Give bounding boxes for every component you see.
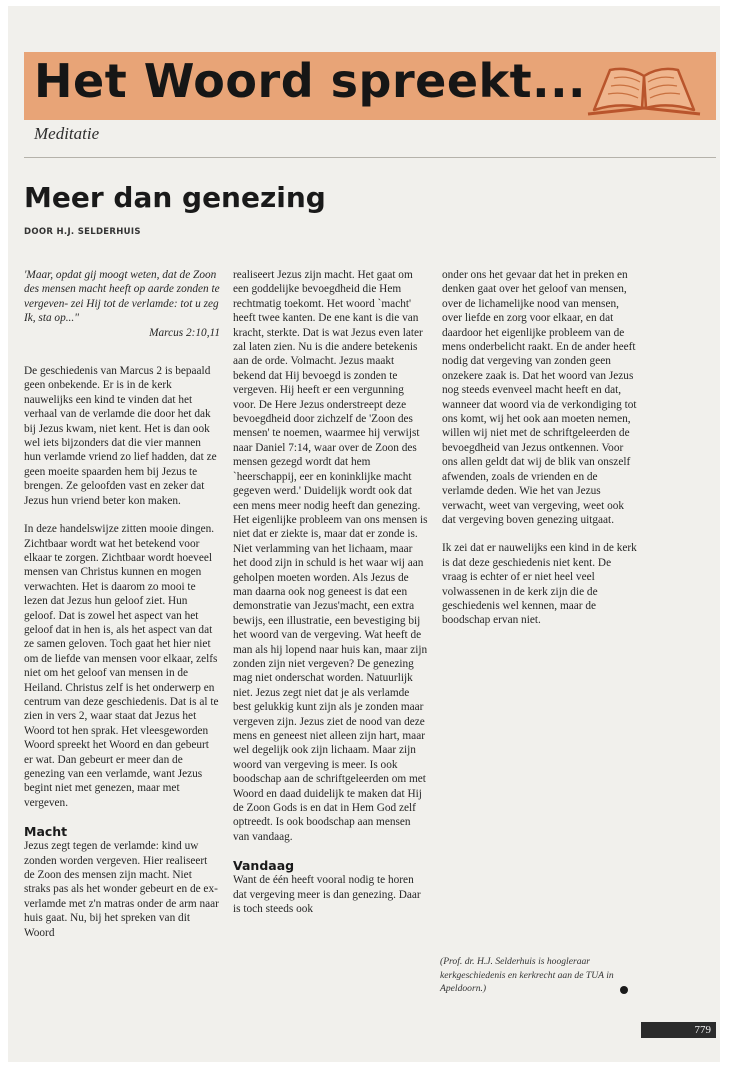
scripture-quote: 'Maar, opdat gij moogt weten, dat de Zoon des mensen macht heeft op aarde zonden te vergeven- zei Hij tot de verlamde: tot u zeg Ik, sta op...": [24, 269, 220, 325]
article-title: Meer dan genezing: [24, 181, 326, 214]
paragraph: In deze handelswijze zitten mooie dingen. Zichtbaar wordt wat het betekend voor elkaar te zorgen. Zichtbaar wordt hoeveel mensen van Christus kunnen en mogen verwachten. Het is daarom zo mooi te lezen dat Jezus hun geloof ziet. Hun geloof. Dat is zowel het aspect van het geloof dat in hen is, als het aspect van dat ze samen geloven. Toch gaat het hier niet om de liefde van mensen voor elkaar, zelfs niet om het geloof van mensen in de Heiland. Christus zelf is het onderwerp en centrum van deze geschiedenis. Dat is al te zien in vers 2, waar staat dat Jezus het Woord tot hen sprak. Het vleesgeworden Woord spreekt het Woord en dan gebeurt er wat. Dan gebeurt er meer dan de genezing van een verlamde, want Jezus begint niet met genezen, maar met vergeven.: [24, 523, 219, 809]
text-column-1: [24, 268, 220, 940]
paragraph: Ik zei dat er nauwelijks een kind in de kerk is dat deze geschiedenis niet kent. De vraag is echter of er niet heel veel volwassenen in de kerk zijn die de geschiedenis wel kennen, maar de boodschap ervan niet.: [442, 542, 637, 627]
open-book-icon: [580, 58, 708, 118]
page-number: 779: [694, 1024, 711, 1036]
paragraph: realiseert Jezus zijn macht. Het gaat om een goddelijke bevoegdheid die Hem rechtmatig toekomt. Het woord `macht' heeft twee kanten. De ene kant is die van kracht, sterkte. Dat is wat Jezus even later zal laten zien. Nu is die andere betekenis aan de orde. Volmacht. Jezus maakt bekend dat Hij bevoegd is zonden te vergeven. Hij heeft er een vergunning voor. De Here Jezus onderstreept deze bevoegdheid door zichzelf de 'Zoon des mensen' te noemen, waarmee hij verwijst naar Daniel 7:14, waar over de Zoon des mensen gezegd wordt dat hem `heerschappij, eer en koninklijke macht gegeven werd.' Duidelijk wordt ook dat een mens meer nodig heeft dan genezing. Het eigenlijke probleem van ons mensen is niet dat er ziekte is, maar dat er zonde is. Niet verlamming van het lichaam, maar het dood zijn in schuld is het waar wij aan geholpen moeten worden. Als Jezus de man daarna ook nog geneest is dat een demonstratie van Jezus'macht, een extra bewijs, een illustratie, een bevestiging bij het woord van de vergeving. Wat heeft de man als hij lopend naar huis kan, maar zijn zonden zijn niet vergeven? De genezing mag niet onderschat worden. Natuurlijk niet. Jezus zegt niet dat je als verlamde best gelukkig kunt zijn als je zonden maar vergeven zijn. Jezus ziet de nood van deze mens en geneest niet alleen zijn hart, maar wel degelijk ook zijn lichaam. Maar zijn woord van vergeving is meer. Is ook boodschap aan de schriftgeleerden om met Woord en daad duidelijk te maken dat Hij de Zoon Gods is en dat in Hem God zelf optreedt. Is ook boodschap aan mensen van vandaag.: [233, 269, 428, 843]
page-number-tab: [641, 1022, 716, 1038]
subheading-macht: Macht: [24, 824, 68, 840]
subheading-vandaag: Vandaag: [233, 858, 295, 874]
paragraph: onder ons het gevaar dat het in preken en denken gaat over het geloof van mensen, over de lichamelijke nood van mensen, over liefde en zorg voor elkaar, en dat daardoor het eigenlijke probleem van de mens onderbelicht raakt. En de ander heeft nodig dat vergeving van zonden geen onzekere zaak is. Dat het woord van Jezus nog steeds evenveel macht heeft en dat, wanneer dat woord via de verkondiging tot ons komt, wij het ook aan moeten nemen, willen wij niet met de schriftgeleerden de bevoegdheid van Jezus ontkennen. Voor ons allen geldt dat wij de blik van onszelf afwenden, zoals de vrienden en de verlamde deden. Wie het van Jezus verwacht, weet van vergeving, weet ook dat vergeving boven genezing uitgaat.: [442, 269, 637, 526]
text-column-3: [442, 268, 638, 628]
author-note: (Prof. dr. H.J. Selderhuis is hoogleraar kerkgeschiedenis en kerkrecht aan de TUA in Apeldoorn.): [440, 956, 614, 995]
section-label: Meditatie: [34, 124, 100, 143]
paragraph: De geschiedenis van Marcus 2 is bepaald geen onbekende. Er is in de kerk nauwelijks een kind te vinden dat het verhaal van de verlamde die door het dak bij Jezus kwam, niet kent. Het is dan ook wel iets bijzonders dat die vier mannen hun verlamde vriend zo lief hadden, dat ze geen moeite spaarden hem bij Jezus te brengen. Ze geloofden vast en zeker dat Jezus hun vriend beter kon maken.: [24, 365, 217, 507]
header-divider: [24, 157, 716, 158]
paragraph: Want de één heeft vooral nodig te horen dat vergeving meer is dan genezing. Daar is toch steeds ook: [233, 874, 421, 916]
scripture-reference: Marcus 2:10,11: [149, 326, 220, 339]
end-mark: [620, 986, 628, 994]
byline: DOOR H.J. SELDERHUIS: [24, 227, 141, 237]
text-column-2: [233, 268, 429, 916]
paragraph: Jezus zegt tegen de verlamde: kind uw zonden worden vergeven. Hier realiseert de Zoon des mensen zijn macht. Niet straks pas als het wonder gebeurt en de ex-verlamde met z'n matras onder de arm naar huis gaat. Nu, bij het spreken van dit Woord: [24, 840, 219, 939]
column-title: Het Woord spreekt...: [34, 54, 587, 108]
